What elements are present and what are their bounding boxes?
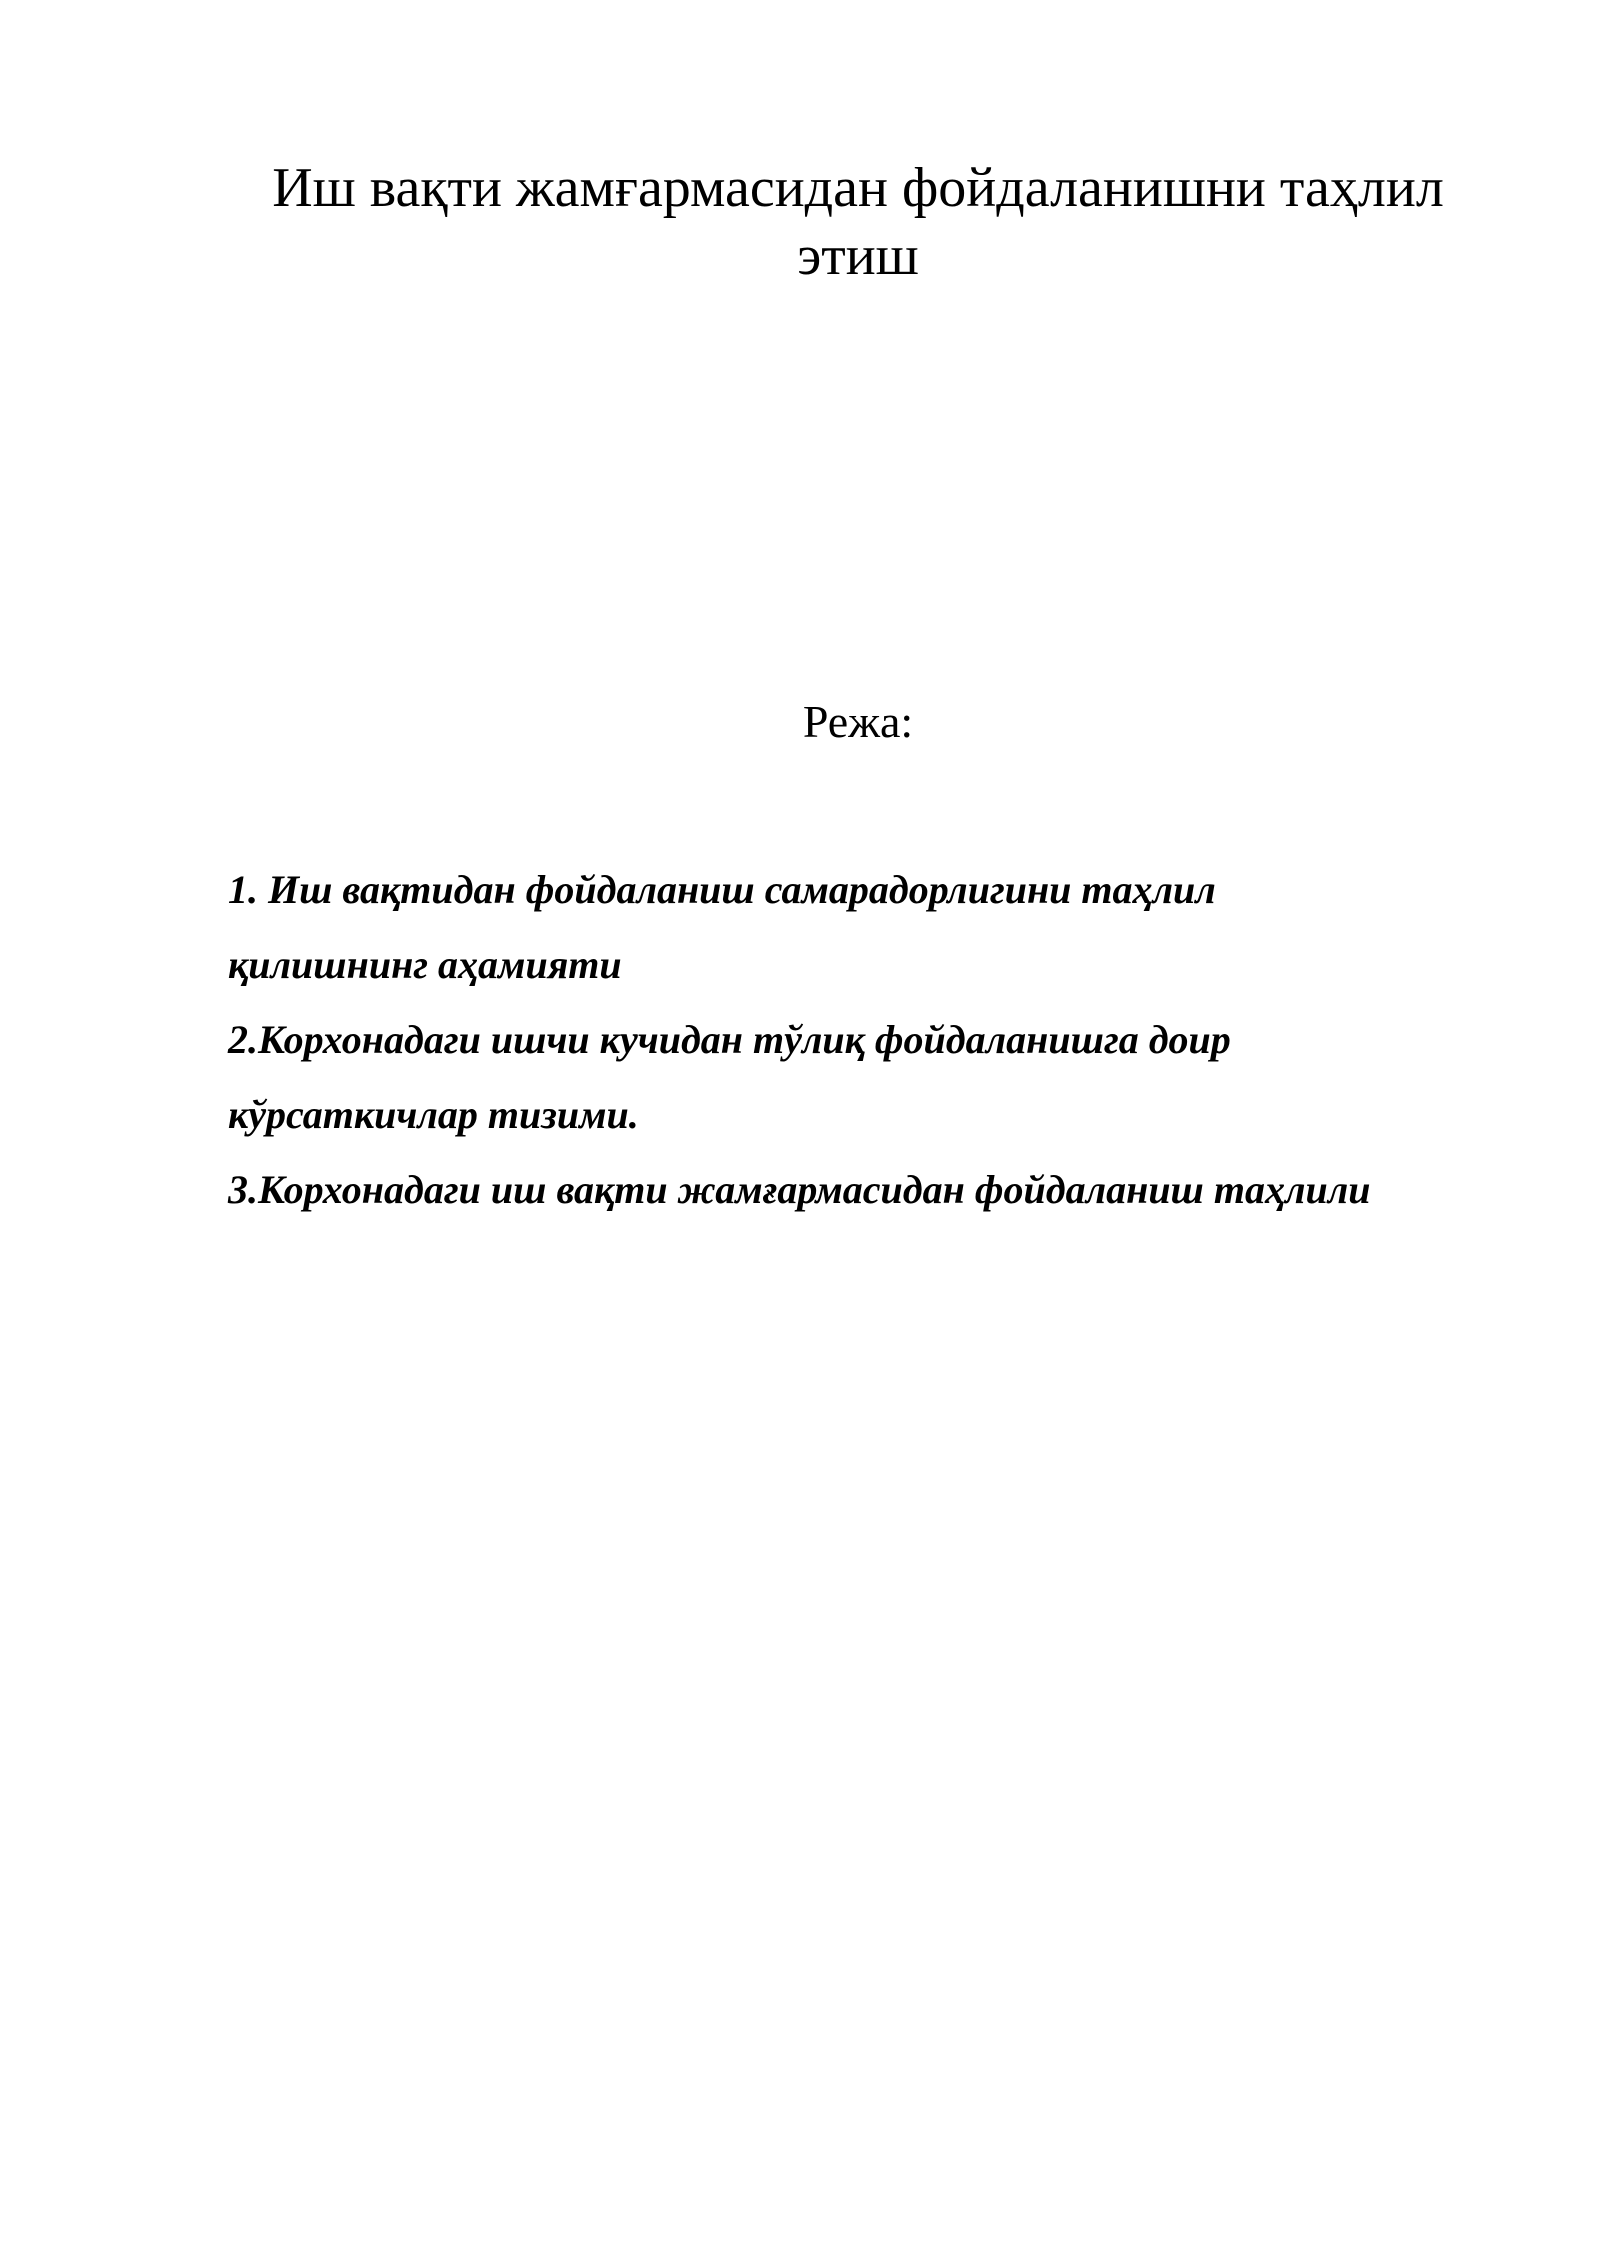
plan-item-2-line-2: кўрсаткичлар тизими. <box>228 1092 639 1137</box>
plan-list <box>228 852 1508 1227</box>
plan-item-1-line-2: қилишнинг аҳамияти <box>228 942 622 987</box>
plan-item-1-line-1: 1. Иш вақтидан фойдаланиш самарадорлигини таҳлил <box>228 867 1216 912</box>
title-line-2: этиш <box>797 225 919 287</box>
document-title <box>228 154 1488 290</box>
plan-heading: Режа: <box>802 696 914 747</box>
title-line-1: Иш вақти жамғармасидан фойдаланишни таҳлил <box>272 157 1444 219</box>
plan-item-2-line-1: 2.Корхонадаги ишчи кучидан тўлиқ фойдаланишга доир <box>228 1017 1231 1062</box>
plan-item-3: 3.Корхонадаги иш вақти жамғармасидан фойдаланиш таҳлили <box>228 1167 1371 1212</box>
